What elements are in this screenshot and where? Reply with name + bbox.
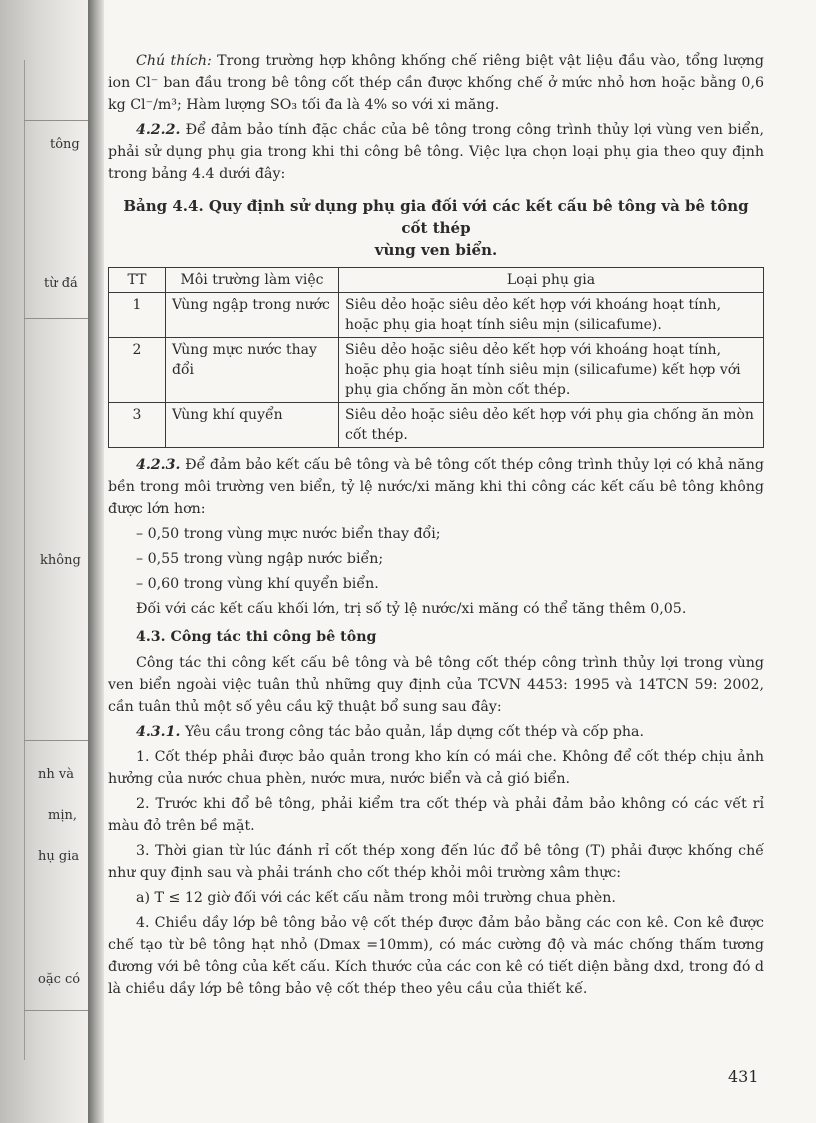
- table-title-line: vùng ven biển.: [374, 241, 498, 259]
- table-row: [109, 403, 764, 448]
- cell-tt: 2: [109, 338, 166, 403]
- numbered-item: 1. Cốt thép phải được bảo quản trong kho kín có mái che. Không để cốt thép chịu ảnh hưởng của nước chua phèn, nước mưa, nước biển và cả gió biển.: [108, 749, 764, 787]
- section-heading: 4.3. Công tác thi công bê tông: [136, 629, 377, 645]
- list-item: – 0,50 trong vùng mực nước biển thay đổi;: [136, 526, 441, 542]
- prev-page-fragment: mịn,: [48, 808, 77, 823]
- paragraph-4-2-3: [108, 454, 764, 520]
- numbered-item: 3. Thời gian từ lúc đánh rỉ cốt thép xong đến lúc đổ bê tông (T) phải được khống chế như quy định sau và phải tránh cho cốt thép khỏi môi trường xâm thực:: [108, 843, 764, 881]
- header-additive: Loại phụ gia: [339, 268, 764, 293]
- cell-tt: 1: [109, 293, 166, 338]
- prev-page-fragment: nh và: [38, 767, 74, 782]
- clause-text: Để đảm bảo tính đặc chắc của bê tông trong công trình thủy lợi vùng ven biển, phải sử dụng phụ gia trong khi thi công bê tông. Việc lựa chọn loại phụ gia theo quy định trong bảng 4.4 dưới đây:: [108, 122, 764, 182]
- clause-number: 4.3.1.: [136, 724, 181, 740]
- book-spine: [88, 0, 104, 1123]
- table-title-line: Bảng 4.4. Quy định sử dụng phụ gia đối với các kết cấu bê tông và bê tông cốt thép: [123, 197, 749, 237]
- paragraph-4-2-2: [108, 119, 764, 185]
- table-title: [108, 195, 764, 261]
- numbered-item: 2. Trước khi đổ bê tông, phải kiểm tra cốt thép và phải đảm bảo không có các vết rỉ màu đỏ trên bề mặt.: [108, 796, 764, 834]
- header-environment: Môi trường làm việc: [166, 268, 339, 293]
- table-header-row: [109, 268, 764, 293]
- section-intro: Công tác thi công kết cấu bê tông và bê tông cốt thép công trình thủy lợi trong vùng ven biển ngoài việc tuân thủ những quy định của TCVN 4453: 1995 và 14TCN 59: 2002, cần tuân thủ một số yêu cầu kỹ thuật bổ sung sau đây:: [108, 655, 764, 715]
- list-item: – 0,60 trong vùng khí quyển biển.: [136, 576, 379, 592]
- prev-page-fragment: tông: [50, 137, 80, 152]
- note-text: Trong trường hợp không khống chế riêng biệt vật liệu đầu vào, tổng lượng ion Cl⁻ ban đầu trong bê tông cốt thép cần được khống chế ở mức nhỏ hơn hoặc bằng 0,6 kg Cl⁻/m³; Hàm lượng SO₃ tối đa là 4% so với xi măng.: [108, 53, 764, 113]
- additive-table: [108, 267, 764, 448]
- prev-page-fragment: từ đá: [44, 276, 78, 291]
- note-paragraph: [108, 50, 764, 116]
- cell-additive: Siêu dẻo hoặc siêu dẻo kết hợp với khoáng hoạt tính, hoặc phụ gia hoạt tính siêu mịn (silicafume) kết hợp với phụ gia chống ăn mòn cốt thép.: [339, 338, 764, 403]
- clause-text: Để đảm bảo kết cấu bê tông và bê tông cốt thép công trình thủy lợi có khả năng bền trong môi trường ven biển, tỷ lệ nước/xi măng khi thi công các kết cấu bê tông không được lớn hơn:: [108, 457, 764, 517]
- prev-page-fragment: không: [40, 553, 81, 568]
- cell-additive: Siêu dẻo hoặc siêu dẻo kết hợp với khoáng hoạt tính, hoặc phụ gia hoạt tính siêu mịn (silicafume).: [339, 293, 764, 338]
- header-tt: TT: [109, 268, 166, 293]
- cell-environment: Vùng khí quyển: [166, 403, 339, 448]
- page-content: [108, 50, 764, 1003]
- prev-page-rule: [24, 1010, 88, 1011]
- paragraph-4-3-1: [108, 721, 764, 743]
- note-label: Chú thích:: [136, 53, 212, 69]
- wc-note-paragraph: Đối với các kết cấu khối lớn, trị số tỷ lệ nước/xi măng có thể tăng thêm 0,05.: [136, 601, 687, 617]
- cell-environment: Vùng mực nước thay đổi: [166, 338, 339, 403]
- prev-page-fragment: oặc có: [38, 972, 81, 987]
- cell-environment: Vùng ngập trong nước: [166, 293, 339, 338]
- prev-page-rule: [24, 318, 88, 319]
- numbered-item: 4. Chiều dầy lớp bê tông bảo vệ cốt thép được đảm bảo bằng các con kê. Con kê được chế tạo từ bê tông hạt nhỏ (Dmax =10mm), có mác cường độ và mác chống thấm tương đương với bê tông của kết cấu. Kích thước của các con kê có tiết diện bằng dxd, trong đó d là chiều dầy lớp bê tông bảo vệ cốt thép theo yêu cầu của thiết kế.: [108, 915, 764, 997]
- prev-page-fragment: hụ gia: [38, 849, 80, 864]
- clause-number: 4.2.3.: [136, 457, 181, 473]
- clause-number: 4.2.2.: [136, 122, 181, 138]
- cell-additive: Siêu dẻo hoặc siêu dẻo kết hợp với phụ gia chống ăn mòn cốt thép.: [339, 403, 764, 448]
- cell-tt: 3: [109, 403, 166, 448]
- clause-text: Yêu cầu trong công tác bảo quản, lắp dựng cốt thép và cốp pha.: [180, 724, 645, 740]
- table-row: [109, 338, 764, 403]
- list-item: – 0,55 trong vùng ngập nước biển;: [136, 551, 384, 567]
- prev-page-rule: [24, 120, 88, 121]
- page-number: 431: [728, 1067, 759, 1086]
- prev-page-rule: [24, 740, 88, 741]
- numbered-item: a) T ≤ 12 giờ đối với các kết cấu nằm trong môi trường chua phèn.: [136, 890, 616, 906]
- table-row: [109, 293, 764, 338]
